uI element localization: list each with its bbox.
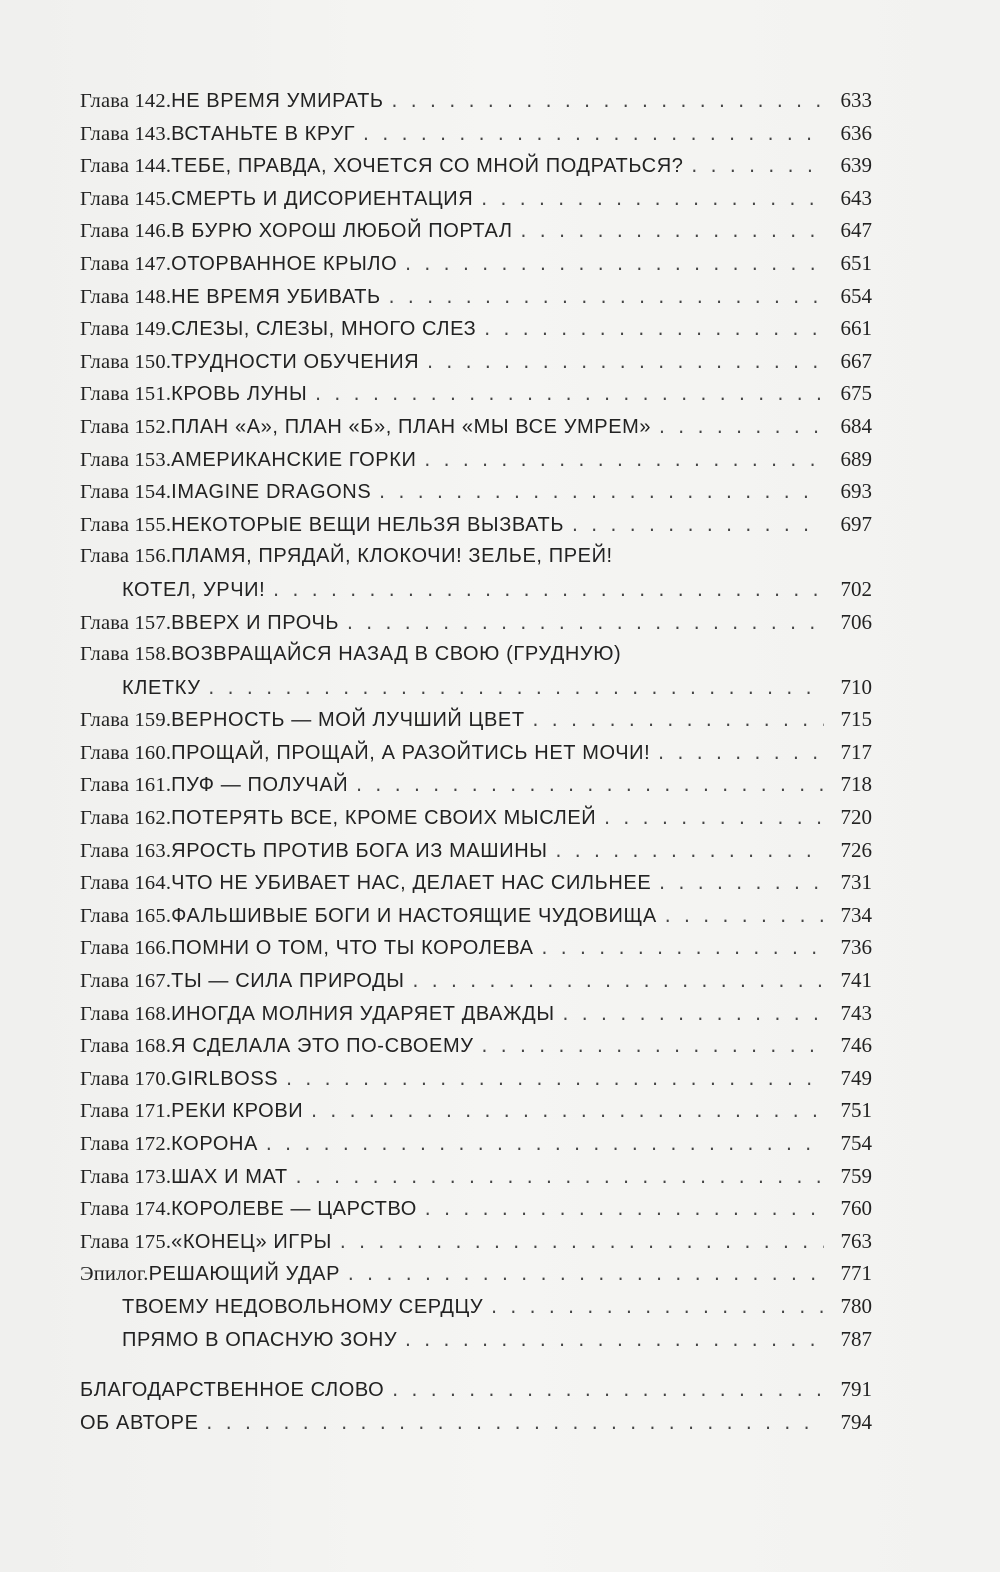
page-number: 751 xyxy=(840,1098,872,1123)
chapter-title: РЕКИ КРОВИ xyxy=(171,1100,304,1123)
page-number: 787 xyxy=(840,1326,872,1351)
chapter-title: ВЕРНОСТЬ — МОЙ ЛУЧШИЙ ЦВЕТ xyxy=(171,709,525,732)
toc-extra-entry xyxy=(80,1323,872,1356)
chapter-number: Глава 163. xyxy=(80,839,172,862)
toc-entry xyxy=(80,84,872,117)
chapter-number: Глава 151. xyxy=(80,383,172,406)
chapter-number: Глава 175. xyxy=(80,1230,172,1253)
chapter-title: ПОТЕРЯТЬ ВСЕ, КРОМЕ СВОИХ МЫСЛЕЙ xyxy=(171,807,597,830)
chapter-number: Глава 162. xyxy=(80,807,172,830)
toc-entry xyxy=(80,606,872,639)
page-number: 794 xyxy=(840,1409,872,1434)
page-number: 647 xyxy=(840,218,872,243)
page-number: 743 xyxy=(840,1000,872,1025)
chapter-title: ПЛАМЯ, ПРЯДАЙ, КЛОКОЧИ! ЗЕЛЬЕ, ПРЕЙ! xyxy=(171,545,613,568)
chapter-title: ТРУДНОСТИ ОБУЧЕНИЯ xyxy=(171,350,420,373)
dot-leader xyxy=(657,868,824,901)
chapter-number: Глава 165. xyxy=(80,904,172,927)
dot-leader xyxy=(425,347,824,380)
chapter-number: Глава 153. xyxy=(80,448,172,471)
page-number: 651 xyxy=(840,250,872,275)
chapter-number: Глава 155. xyxy=(80,513,172,536)
page-number: 726 xyxy=(840,837,872,862)
toc-entry xyxy=(80,1127,872,1160)
page-number: 693 xyxy=(840,479,872,504)
chapter-title: ОТОРВАННОЕ КРЫЛО xyxy=(171,252,398,275)
toc-back-matter-entry xyxy=(80,1373,872,1406)
back-matter-title: БЛАГОДАРСТВЕННОЕ СЛОВО xyxy=(80,1379,385,1402)
chapter-number: Глава 168. xyxy=(80,1035,172,1058)
page-number: 661 xyxy=(840,316,872,341)
dot-leader xyxy=(602,803,824,836)
page-number: 706 xyxy=(840,609,872,634)
chapter-title-continued: КЛЕТКУ xyxy=(122,676,201,699)
chapter-title: ПОМНИ О ТОМ, ЧТО ТЫ КОРОЛЕВА xyxy=(171,937,534,960)
page-number: 780 xyxy=(840,1293,872,1318)
dot-leader xyxy=(207,673,824,706)
dot-leader xyxy=(345,608,824,641)
dot-leader xyxy=(354,770,824,803)
toc-entry xyxy=(80,638,872,671)
dot-leader xyxy=(489,1292,824,1325)
toc-entry xyxy=(80,280,872,313)
chapter-title: В БУРЮ ХОРОШ ЛЮБОЙ ПОРТАЛ xyxy=(171,220,513,243)
dot-leader xyxy=(294,1162,824,1195)
dot-leader xyxy=(346,1259,824,1292)
chapter-number: Глава 154. xyxy=(80,481,172,504)
dot-leader xyxy=(264,1129,824,1162)
dot-leader xyxy=(540,933,824,966)
chapter-number: Глава 142. xyxy=(80,90,172,112)
page-number: 643 xyxy=(840,185,872,210)
dot-leader xyxy=(403,1325,824,1358)
chapter-title: КРОВЬ ЛУНЫ xyxy=(171,383,308,406)
chapter-number: Глава 167. xyxy=(80,970,172,993)
chapter-number: Глава 174. xyxy=(80,1198,172,1221)
chapter-title: ПУФ — ПОЛУЧАЙ xyxy=(171,774,349,797)
chapter-number: Глава 164. xyxy=(80,872,172,895)
toc-entry xyxy=(80,997,872,1030)
toc-back-matter-entry xyxy=(80,1406,872,1439)
toc-entry xyxy=(80,703,872,736)
chapter-title: IMAGINE DRAGONS xyxy=(171,481,372,504)
dot-leader xyxy=(338,1227,824,1260)
chapter-number: Глава 147. xyxy=(80,252,172,275)
chapter-title: ВВЕРХ И ПРОЧЬ xyxy=(171,611,340,634)
chapter-title: ШАХ И МАТ xyxy=(171,1165,288,1188)
chapter-number: Глава 160. xyxy=(80,741,172,764)
chapter-number: Глава 152. xyxy=(80,415,172,438)
chapter-number: Глава 149. xyxy=(80,318,172,341)
table-of-contents xyxy=(80,84,872,1438)
chapter-number: Глава 159. xyxy=(80,709,172,732)
toc-entry xyxy=(80,964,872,997)
dot-leader xyxy=(271,575,824,608)
dot-leader xyxy=(482,314,824,347)
extra-title: ПРЯМО В ОПАСНУЮ ЗОНУ xyxy=(122,1328,398,1351)
toc-entry xyxy=(80,1029,872,1062)
page-number: 763 xyxy=(840,1228,872,1253)
dot-leader xyxy=(663,901,824,934)
page-number: 771 xyxy=(840,1261,872,1286)
chapter-title: НЕ ВРЕМЯ УМИРАТЬ xyxy=(171,90,384,112)
toc-entry xyxy=(80,475,872,508)
toc-extra-entry xyxy=(80,1290,872,1323)
chapter-title: СЛЕЗЫ, СЛЕЗЫ, МНОГО СЛЕЗ xyxy=(171,318,477,341)
back-matter-title: ОБ АВТОРЕ xyxy=(80,1411,199,1434)
chapter-title: ВОЗВРАЩАЙСЯ НАЗАД В СВОЮ (ГРУДНУЮ) xyxy=(171,643,622,666)
chapter-title: НЕ ВРЕМЯ УБИВАТЬ xyxy=(171,285,381,308)
page-number: 710 xyxy=(840,674,872,699)
page-number: 667 xyxy=(840,348,872,373)
chapter-number: Эпилог. xyxy=(80,1263,149,1286)
dot-leader xyxy=(422,445,824,478)
chapter-title: ИНОГДА МОЛНИЯ УДАРЯЕТ ДВАЖДЫ xyxy=(171,1002,555,1025)
dot-leader xyxy=(561,999,824,1032)
toc-entry xyxy=(80,149,872,182)
chapter-number: Глава 158. xyxy=(80,643,172,666)
toc-entry xyxy=(80,247,872,280)
chapter-number: Глава 157. xyxy=(80,611,172,634)
dot-leader xyxy=(554,836,824,869)
toc-entry-continuation xyxy=(80,573,872,606)
chapter-title: ПЛАН «А», ПЛАН «Б», ПЛАН «МЫ ВСЕ УМРЕМ» xyxy=(171,415,652,438)
dot-leader xyxy=(377,477,824,510)
page-number: 689 xyxy=(840,446,872,471)
toc-entry xyxy=(80,443,872,476)
dot-leader xyxy=(423,1194,824,1227)
toc-entry xyxy=(80,117,872,150)
page-number: 718 xyxy=(840,772,872,797)
chapter-number: Глава 146. xyxy=(80,220,172,243)
dot-leader xyxy=(479,184,824,217)
toc-entry xyxy=(80,1062,872,1095)
chapter-number: Глава 171. xyxy=(80,1100,172,1123)
page-number: 633 xyxy=(840,88,872,112)
toc-entry xyxy=(80,931,872,964)
page-number: 746 xyxy=(840,1033,872,1058)
page-number: 639 xyxy=(840,153,872,178)
chapter-number: Глава 166. xyxy=(80,937,172,960)
toc-entry xyxy=(80,899,872,932)
toc-entry xyxy=(80,540,872,573)
dot-leader xyxy=(531,705,824,738)
chapter-number: Глава 168. xyxy=(80,1002,172,1025)
toc-entry xyxy=(80,312,872,345)
page-number: 717 xyxy=(840,739,872,764)
chapter-title: ЯРОСТЬ ПРОТИВ БОГА ИЗ МАШИНЫ xyxy=(171,839,548,862)
page-number: 759 xyxy=(840,1163,872,1188)
dot-leader xyxy=(390,1375,824,1408)
page-number: 754 xyxy=(840,1131,872,1155)
toc-entry xyxy=(80,410,872,443)
extra-title: ТВОЕМУ НЕДОВОЛЬНОМУ СЕРДЦУ xyxy=(122,1295,484,1318)
page-number: 636 xyxy=(840,120,872,145)
toc-entry xyxy=(80,1225,872,1258)
chapter-title: РЕШАЮЩИЙ УДАР xyxy=(148,1263,341,1286)
toc-entry xyxy=(80,866,872,899)
page-number: 791 xyxy=(840,1377,872,1402)
toc-entry xyxy=(80,736,872,769)
dot-leader xyxy=(519,216,824,249)
toc-entry xyxy=(80,508,872,541)
page-number: 720 xyxy=(840,805,872,830)
chapter-title-continued: КОТЕЛ, УРЧИ! xyxy=(122,578,266,601)
page-number: 675 xyxy=(840,381,872,406)
dot-leader xyxy=(570,510,824,543)
page-number: 654 xyxy=(840,283,872,308)
toc-entry xyxy=(80,1257,872,1290)
dot-leader xyxy=(657,412,824,445)
chapter-number: Глава 161. xyxy=(80,774,172,797)
chapter-title: КОРОНА xyxy=(171,1133,258,1155)
page-number: 684 xyxy=(840,413,872,438)
dot-leader xyxy=(390,86,824,119)
chapter-title: ТЕБЕ, ПРАВДА, ХОЧЕТСЯ СО МНОЙ ПОДРАТЬСЯ? xyxy=(171,155,684,178)
chapter-title: ФАЛЬШИВЫЕ БОГИ И НАСТОЯЩИЕ ЧУДОВИЩА xyxy=(171,904,657,927)
page-number: 736 xyxy=(840,935,872,960)
chapter-number: Глава 148. xyxy=(80,285,172,308)
dot-leader xyxy=(387,282,824,315)
toc-entry xyxy=(80,182,872,215)
chapter-title: GIRLBOSS xyxy=(171,1067,279,1090)
page-number: 731 xyxy=(840,870,872,895)
toc-entry xyxy=(80,1094,872,1127)
dot-leader xyxy=(309,1096,824,1129)
page-number: 702 xyxy=(840,576,872,601)
toc-entry xyxy=(80,801,872,834)
chapter-number: Глава 145. xyxy=(80,187,172,210)
dot-leader xyxy=(205,1408,824,1441)
toc-entry xyxy=(80,1160,872,1193)
chapter-title: Я СДЕЛАЛА ЭТО ПО-СВОЕМУ xyxy=(171,1035,474,1058)
toc-entry xyxy=(80,377,872,410)
chapter-number: Глава 170. xyxy=(80,1067,172,1090)
chapter-title: ВСТАНЬТЕ В КРУГ xyxy=(171,122,356,145)
page-number: 741 xyxy=(840,968,872,993)
page-number: 749 xyxy=(840,1065,872,1090)
page-number: 715 xyxy=(840,707,872,732)
toc-entry xyxy=(80,834,872,867)
dot-leader xyxy=(403,249,824,282)
chapter-number: Глава 173. xyxy=(80,1165,172,1188)
page-number: 760 xyxy=(840,1196,872,1221)
toc-entry xyxy=(80,214,872,247)
dot-leader xyxy=(480,1031,824,1064)
toc-entry xyxy=(80,768,872,801)
chapter-number: Глава 144. xyxy=(80,155,172,178)
chapter-title: КОРОЛЕВЕ — ЦАРСТВО xyxy=(171,1198,417,1221)
chapter-number: Глава 150. xyxy=(80,350,172,373)
dot-leader xyxy=(656,738,824,771)
chapter-title: «КОНЕЦ» ИГРЫ xyxy=(171,1230,332,1253)
chapter-title: АМЕРИКАНСКИЕ ГОРКИ xyxy=(171,448,417,471)
dot-leader xyxy=(284,1064,824,1097)
chapter-title: ТЫ — СИЛА ПРИРОДЫ xyxy=(171,970,405,993)
chapter-number: Глава 172. xyxy=(80,1133,172,1155)
dot-leader xyxy=(361,119,824,152)
dot-leader xyxy=(689,151,824,184)
chapter-title: ЧТО НЕ УБИВАЕТ НАС, ДЕЛАЕТ НАС СИЛЬНЕЕ xyxy=(171,872,652,895)
dot-leader xyxy=(411,966,824,999)
chapter-title: ПРОЩАЙ, ПРОЩАЙ, А РАЗОЙТИСЬ НЕТ МОЧИ! xyxy=(171,741,651,764)
toc-entry xyxy=(80,1192,872,1225)
chapter-number: Глава 156. xyxy=(80,545,172,568)
dot-leader xyxy=(313,379,824,412)
toc-entry xyxy=(80,345,872,378)
chapter-title: НЕКОТОРЫЕ ВЕЩИ НЕЛЬЗЯ ВЫЗВАТЬ xyxy=(171,513,565,536)
chapter-title: СМЕРТЬ И ДИСОРИЕНТАЦИЯ xyxy=(171,187,474,210)
toc-entry-continuation xyxy=(80,671,872,704)
chapter-number: Глава 143. xyxy=(80,122,172,145)
page-number: 734 xyxy=(840,902,872,927)
page-number: 697 xyxy=(840,511,872,536)
